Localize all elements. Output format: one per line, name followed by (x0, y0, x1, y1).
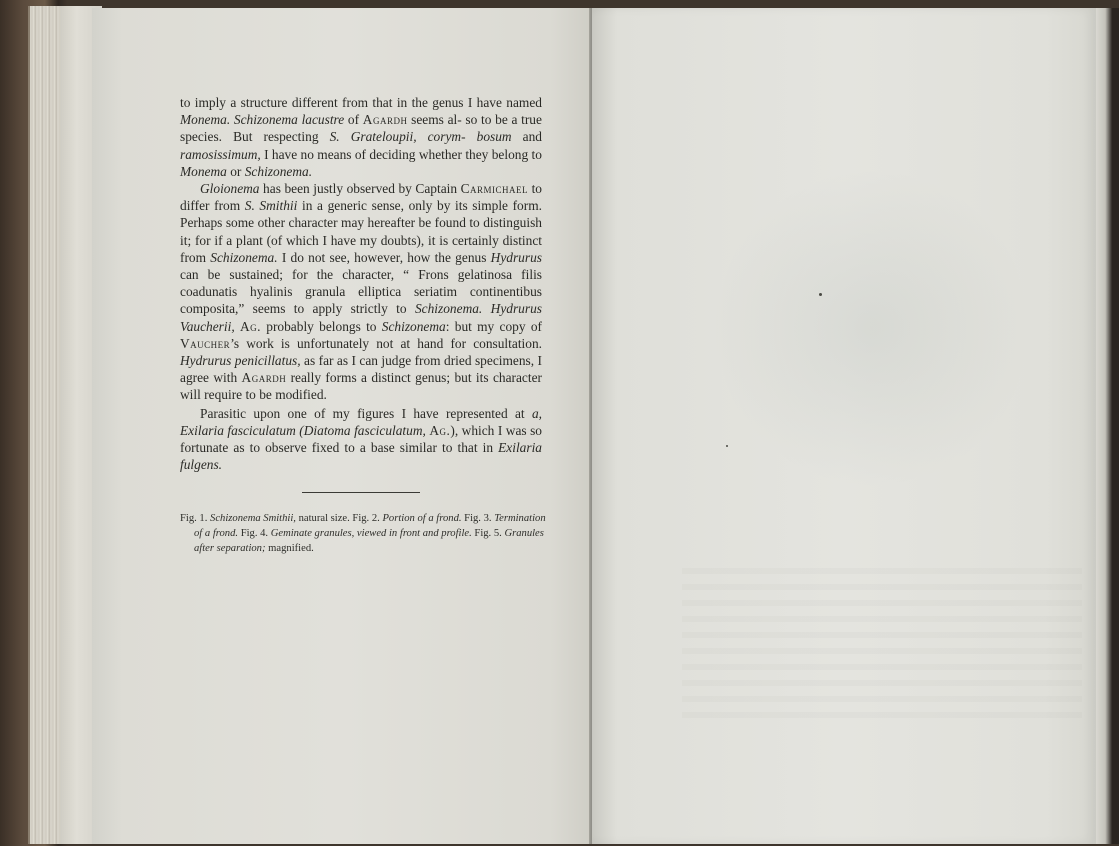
text-fragment: Parasitic upon one of my figures I have represented at (200, 405, 532, 421)
figure-caption (180, 511, 548, 556)
text-fragment: I have no means of deciding whether (264, 146, 462, 162)
taxon-name: Exilaria fasciculatum (180, 422, 296, 438)
figure-ref: a, (531, 405, 542, 421)
text-fragment: has been justly observed by Captain (259, 181, 461, 197)
fig-desc: Portion of a frond. (382, 513, 462, 524)
page-edges (28, 6, 102, 844)
author-abbrev: Ag. (239, 318, 261, 334)
show-through-figure (712, 168, 1032, 488)
right-page-edge (1096, 8, 1119, 844)
text-fragment: probably belongs to (260, 318, 382, 334)
author-name: Vaucher (180, 335, 231, 351)
text-fragment: or (230, 163, 242, 179)
body-text (180, 94, 542, 473)
taxon-name: Schizonema. (244, 163, 313, 179)
text-fragment: seems al- (411, 112, 462, 128)
taxon-name: Schizonema Smithii, (210, 513, 296, 524)
text-fragment: ’s work is unfortunately not at hand for consultation. (230, 335, 542, 351)
taxon-name: Hydrurus Vaucherii, (180, 301, 542, 334)
text-fragment: and (522, 129, 543, 145)
text-fragment: really forms a distinct genus; but its character will require to be modified. (180, 370, 542, 403)
taxon-name: Gloionema (200, 181, 260, 197)
taxon-name: Monema. (180, 112, 231, 128)
taxon-name: Schizonema. (414, 301, 483, 317)
fig-label: Fig. 1. (180, 513, 211, 524)
fig-label: Fig. 3. (461, 513, 495, 524)
taxon-name: (Diatoma fasciculatum, (299, 422, 426, 438)
author-abbrev: Ag. (429, 422, 451, 438)
text-fragment: as far as I can judge from dried specimens, I agree with (180, 353, 542, 386)
text-fragment: in a generic sense, only by its simple form. Perhaps some other character may hereafter be found to distinguish it; for if a plant (of which I have my doubts), it is certainly distinct from (180, 198, 542, 265)
fig-desc: Geminate granules, viewed in front and profile. (270, 528, 472, 539)
fig-desc: magnified. (265, 543, 314, 554)
taxon-name: bosum (476, 129, 512, 145)
text-fragment: can be sustained; for the character, “ Frons gelatinosa filis coadunatis hyalinis granula elliptica seriatim continentibus composita,” seems to apply strictly to (180, 267, 542, 317)
section-rule (302, 492, 420, 493)
speck (726, 445, 728, 447)
text-fragment: so to be a true species. But respecting (180, 112, 542, 145)
caption-text (180, 511, 548, 556)
fig-desc: Termination of a frond. (194, 513, 546, 539)
right-page (592, 8, 1096, 844)
taxon-name: Monema (180, 163, 227, 179)
taxon-name: S. Smithii (244, 198, 298, 214)
text-fragment: : but my copy of (445, 318, 542, 334)
taxon-name: Schizonema lacustre (233, 112, 345, 128)
author-name: Agardh (241, 370, 287, 386)
text-line: named (506, 95, 542, 110)
text-fragment: they belong to (465, 146, 542, 162)
taxon-name: Hydrurus penicillatus, (180, 353, 301, 369)
text-fragment: of (347, 112, 360, 128)
taxon-name: Hydrurus (490, 249, 542, 265)
paragraph-2 (180, 180, 542, 404)
taxon-name: S. Grateloupii, corym- (329, 129, 466, 145)
fig-label: Fig. 5. (471, 528, 505, 539)
taxon-name: Schizonema (381, 318, 446, 334)
paragraph-3 (180, 405, 542, 474)
text-line: to imply a structure different from that in the genus I have (180, 95, 502, 110)
taxon-name: ramosissimum, (180, 146, 261, 162)
speck (819, 293, 822, 296)
taxon-name: Schizonema. (210, 249, 278, 265)
fig-label: natural size. Fig. 2. (295, 513, 383, 524)
text-fragment: I do not see, however, how the genus (277, 249, 491, 265)
text-fragment: ), which I was so fortunate as to observe fixed to a base similar to that in (180, 422, 542, 456)
author-name: Agardh (362, 112, 408, 128)
show-through-text (682, 568, 1082, 718)
fig-label: Fig. 4. (238, 528, 271, 539)
text-fragment: to differ from (180, 181, 543, 214)
fig-desc: Granules after separation; (194, 528, 544, 554)
taxon-name: Exilaria fulgens. (180, 440, 542, 473)
paragraph-1 (180, 94, 542, 180)
author-name: Carmichael (460, 181, 529, 197)
